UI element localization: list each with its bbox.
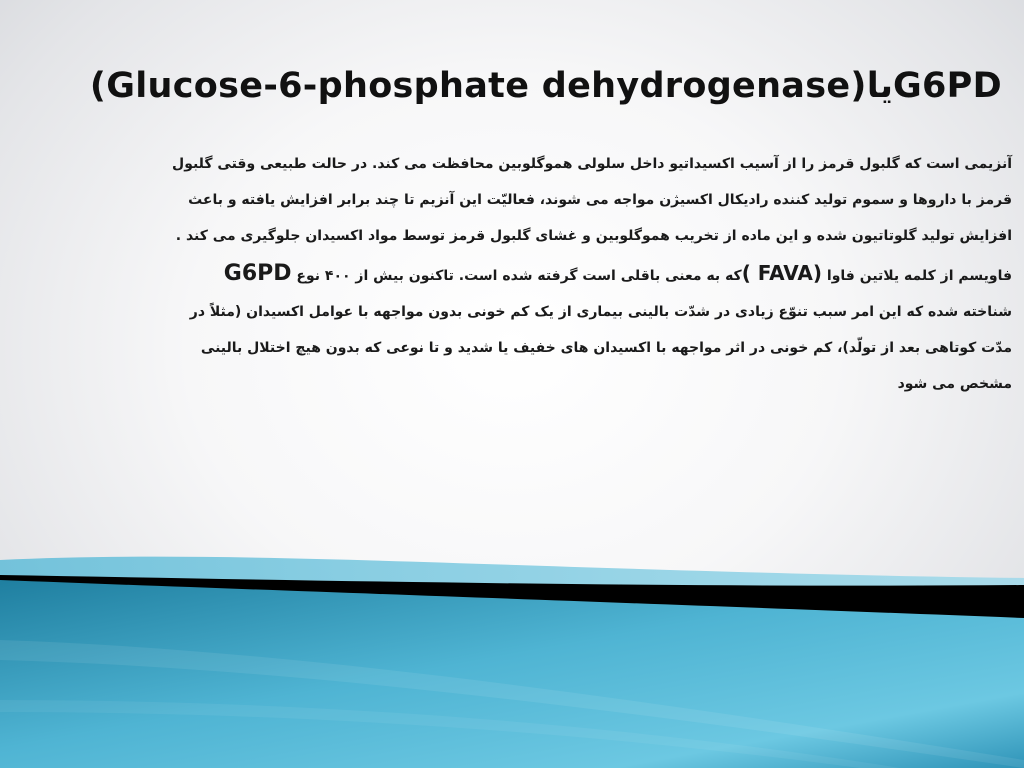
- body-line-7: مشخص می شود: [897, 376, 1012, 393]
- body-line-2: قرمز با داروها و سموم تولید کننده رادیکال اکسیژن مواجه می شوند، فعالیّت این آنزیم تا چند برابر افزایش یافته و باعث: [188, 192, 1012, 209]
- body-line-4-pre: فاویسم از کلمه یلاتین فاوا: [822, 267, 1012, 284]
- body-line-1: آنزیمی است که گلبول قرمز را از آسیب اکسیداتیو داخل سلولی هموگلوبین محافظت می کند. در حالت طبیعی وقتی گلبول: [172, 156, 1012, 172]
- band-teal-area: [0, 580, 1024, 768]
- body-line-3: افزایش تولید گلوتاتیون شده و این ماده از تخریب هموگلوبین و غشای گلبول قرمز توسط مواد اکسیدان جلوگیری می کند .: [175, 228, 1012, 245]
- band-black-stripe: [0, 575, 1024, 618]
- body-line-4: [12, 255, 1012, 294]
- body-line-6: مدّت کوتاهی بعد از تولّد)، کم خونی در اثر مواجهه با اکسیدان های خفیف یا شدید و تا نوعی که بدون هیچ اختلال بالینی: [200, 340, 1012, 357]
- g6pd-term: G6PD: [223, 260, 292, 286]
- slide-title: (Glucose-6-phosphate dehydrogenase)یاG6PD: [89, 66, 1002, 106]
- slide-body: [12, 146, 1012, 402]
- body-line-4-mid: که به معنی باقلی است گرفته شده است. تاکنون بیش از ۴۰۰ نوع: [291, 267, 742, 284]
- band-light-wave: [0, 557, 1024, 600]
- fava-term: ( FAVA): [741, 260, 823, 285]
- body-line-5: شناخته شده که این امر سبب تنوّع زیادی در شدّت بالینی بیماری از یک کم خونی بدون مواجهه با عوامل اکسیدان (مثلاً در: [189, 303, 1012, 320]
